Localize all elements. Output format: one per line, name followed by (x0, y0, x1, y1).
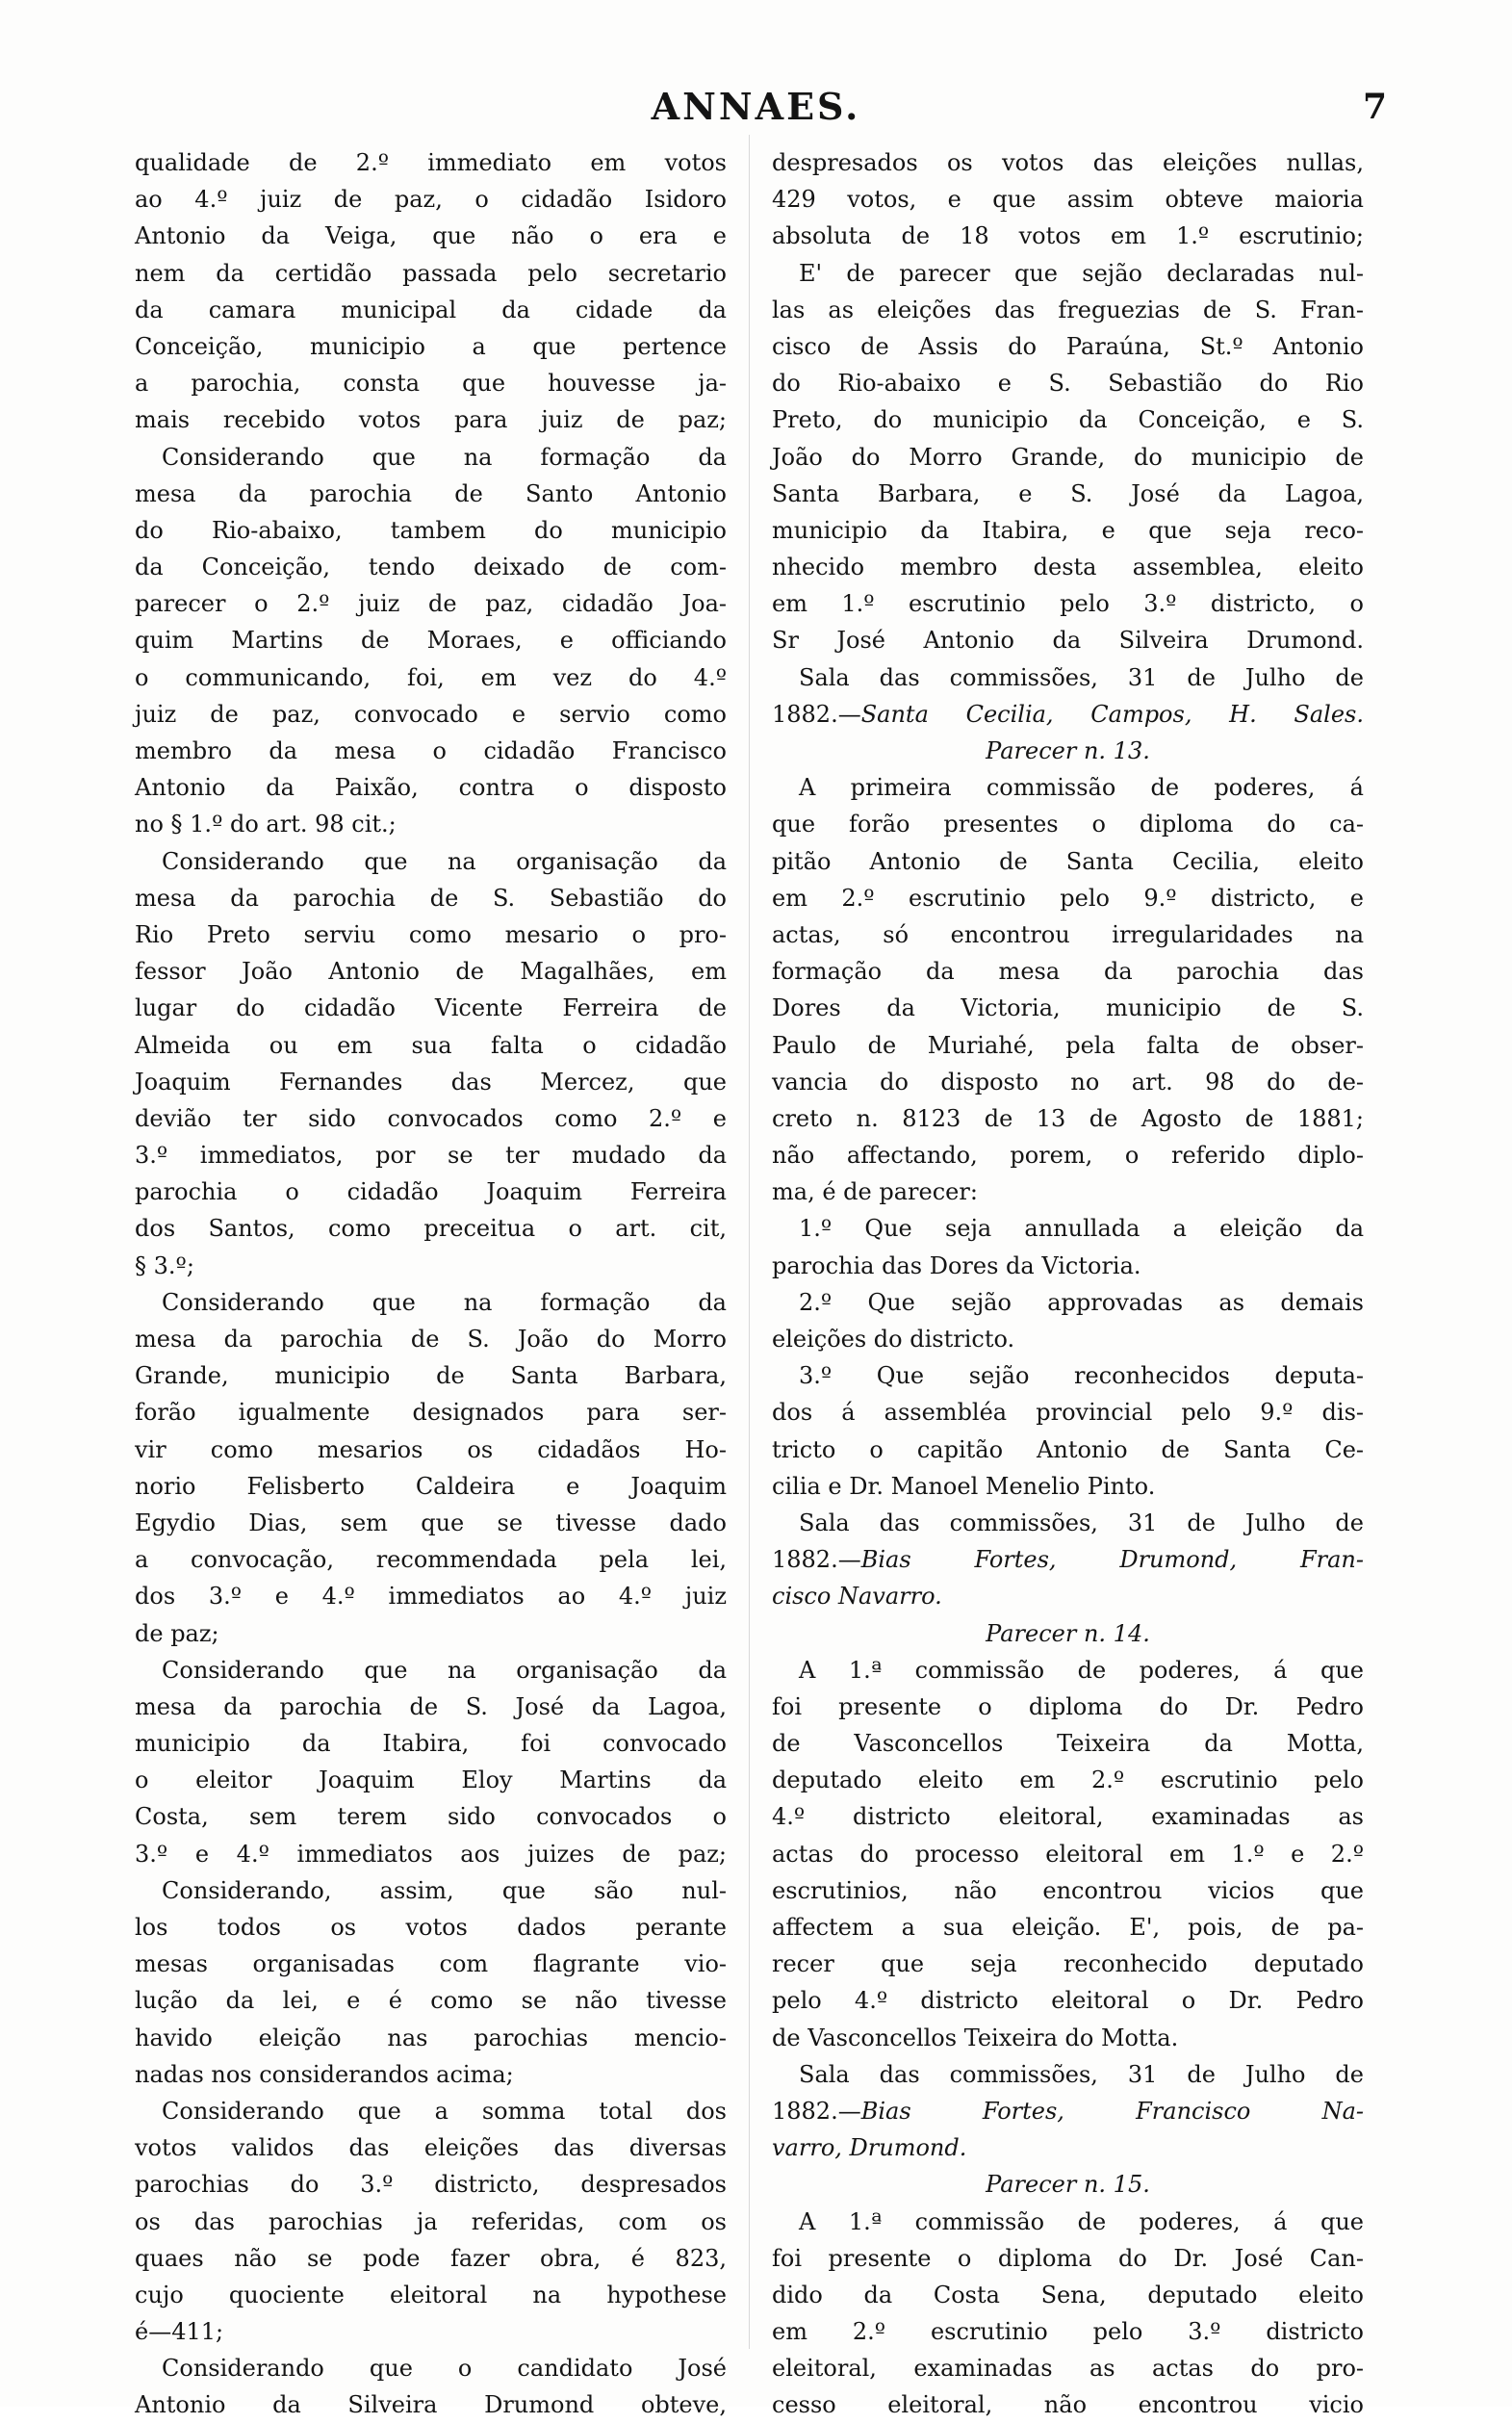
text-line: de paz; (135, 1619, 219, 1647)
text-line: recer que seja reconhecido deputado (772, 1950, 1364, 1978)
text-line: cesso eleitoral, não encontrou vicio (772, 2391, 1364, 2419)
text-line: qualidade de 2.º immediato em votos (135, 149, 727, 176)
text-line: despresados os votos das eleições nullas, (772, 149, 1364, 176)
text-line: cilia e Dr. Manoel Menelio Pinto. (772, 1472, 1156, 1500)
text-line: norio Felisberto Caldeira e Joaquim (135, 1472, 727, 1500)
text-line: Paulo de Muriahé, pela falta de obser- (772, 1031, 1364, 1059)
text-line: mesa da parochia de S. José da Lagoa, (135, 1692, 727, 1720)
text-line: Preto, do municipio da Conceição, e S. (772, 406, 1364, 434)
text-line: Grande, municipio de Santa Barbara, (135, 1362, 727, 1390)
text-line: a convocação, recommendada pela lei, (135, 1546, 727, 1574)
text-line: o communicando, foi, em vez do 4.º (135, 663, 727, 691)
text-line: Parecer n. 14. (986, 1619, 1150, 1647)
text-line: os das parochias ja referidas, com os (135, 2207, 727, 2235)
text-line: actas, só encontrou irregularidades na (772, 920, 1364, 948)
text-line: vir como mesarios os cidadãos Ho- (135, 1435, 727, 1463)
text-line: Almeida ou em sua falta o cidadão (135, 1031, 727, 1059)
text-line: do Rio-abaixo, tambem do municipio (135, 516, 727, 544)
text-line: devião ter sido convocados como 2.º e (135, 1104, 727, 1132)
text-line: juiz de paz, convocado e servio como (135, 700, 727, 728)
text-line: é—411; (135, 2318, 224, 2346)
text-line: nadas nos considerandos acima; (135, 2060, 514, 2088)
text-line: pitão Antonio de Santa Cecilia, eleito (772, 847, 1364, 875)
text-line: quaes não se pode fazer obra, é 823, (135, 2244, 727, 2272)
text-line: Antonio da Silveira Drumond obteve, (135, 2391, 727, 2419)
text-line: Considerando que na organisação da (162, 1656, 727, 1684)
text-line: cisco de Assis do Paraúna, St.º Antonio (772, 332, 1364, 360)
text-line: 2.º Que sejão approvadas as demais (799, 1288, 1364, 1316)
text-line: deputado eleito em 2.º escrutinio pelo (772, 1766, 1364, 1794)
text-line: da Conceição, tendo deixado de com- (135, 554, 727, 581)
text-line: 1.º Que seja annullada a eleição da (799, 1215, 1364, 1243)
text-line: Considerando que o candidato José (162, 2355, 727, 2383)
text-line: Sala das commissões, 31 de Julho de (799, 2060, 1364, 2088)
text-line: Conceição, municipio a que pertence (135, 332, 727, 360)
text-line: 1882.—Santa Cecilia, Campos, H. Sales. (772, 700, 1364, 728)
text-line: foi presente o diploma do Dr. José Can- (772, 2244, 1364, 2272)
text-line: em 2.º escrutinio pelo 9.º districto, e (772, 884, 1364, 912)
text-line: mais recebido votos para juiz de paz; (135, 406, 727, 434)
text-line: votos validos das eleições das diversas (135, 2134, 727, 2162)
text-line: nem da certidão passada pelo secretario (135, 259, 727, 287)
text-line: da camara municipal da cidade da (135, 296, 727, 323)
text-line: quim Martins de Moraes, e officiando (135, 627, 727, 655)
text-line: cisco Navarro. (772, 1583, 942, 1611)
text-line: Sala das commissões, 31 de Julho de (799, 663, 1364, 691)
text-line: 3.º Que sejão reconhecidos deputa- (799, 1362, 1364, 1390)
text-line: fessor João Antonio de Magalhães, em (135, 958, 727, 986)
text-line: Rio Preto serviu como mesario o pro- (135, 920, 727, 948)
text-line: lução da lei, e é como se não tivesse (135, 1987, 727, 2015)
text-line: Santa Barbara, e S. José da Lagoa, (772, 479, 1364, 507)
text-line: mesa da parochia de S. João do Morro (135, 1326, 727, 1353)
text-line: A 1.ª commissão de poderes, á que (799, 1656, 1364, 1684)
text-line: foi presente o diploma do Dr. Pedro (772, 1692, 1364, 1720)
text-line: 1882.—Bias Fortes, Drumond, Fran- (772, 1546, 1364, 1574)
text-line: ma, é de parecer: (772, 1178, 978, 1206)
text-line: cujo quociente eleitoral na hypothese (135, 2281, 727, 2308)
text-line: em 2.º escrutinio pelo 3.º districto (772, 2318, 1364, 2346)
text-line: parochias do 3.º districto, despresados (135, 2171, 727, 2199)
text-line: 3.º e 4.º immediatos aos juizes de paz; (135, 1840, 727, 1868)
text-line: João do Morro Grande, do municipio de (772, 443, 1364, 471)
text-line: municipio da Itabira, e que seja reco- (772, 516, 1364, 544)
text-line: parecer o 2.º juiz de paz, cidadão Joa- (135, 590, 727, 618)
text-line: A primeira commissão de poderes, á (799, 774, 1364, 802)
text-line: Antonio da Veiga, que não o era e (135, 222, 727, 250)
right-column (772, 144, 1364, 2419)
text-line: eleições do districto. (772, 1326, 1015, 1353)
text-line: varro, Drumond. (772, 2134, 967, 2162)
text-line: mesa da parochia de Santo Antonio (135, 479, 727, 507)
text-line: 4.º districto eleitoral, examinadas as (772, 1803, 1364, 1831)
text-line: formação da mesa da parochia das (772, 958, 1364, 986)
text-line: Dores da Victoria, municipio de S. (772, 994, 1364, 1022)
text-line: affectem a sua eleição. E', pois, de pa- (772, 1914, 1364, 1941)
text-line: escrutinios, não encontrou vicios que (772, 1876, 1364, 1904)
text-line: de Vasconcellos Teixeira da Motta, (772, 1730, 1364, 1758)
text-line: municipio da Itabira, foi convocado (135, 1730, 727, 1758)
text-line: vancia do disposto no art. 98 do de- (772, 1068, 1364, 1096)
text-line: parochia das Dores da Victoria. (772, 1251, 1141, 1279)
text-line: § 3.º; (135, 1251, 194, 1279)
text-line: parochia o cidadão Joaquim Ferreira (135, 1178, 727, 1206)
text-line: Egydio Dias, sem que se tivesse dado (135, 1509, 727, 1536)
text-line: Costa, sem terem sido convocados o (135, 1803, 727, 1831)
text-line: do Rio-abaixo e S. Sebastião do Rio (772, 370, 1364, 398)
column-divider (749, 135, 750, 2349)
text-line: lugar do cidadão Vicente Ferreira de (135, 994, 727, 1022)
text-line: A 1.ª commissão de poderes, á que (799, 2207, 1364, 2235)
text-line: Sala das commissões, 31 de Julho de (799, 1509, 1364, 1536)
text-line: ao 4.º juiz de paz, o cidadão Isidoro (135, 186, 727, 214)
text-line: 1882.—Bias Fortes, Francisco Na- (772, 2097, 1364, 2125)
running-title: ANNAES. (651, 85, 861, 128)
text-line: 429 votos, e que assim obteve maioria (772, 186, 1364, 214)
text-line: Parecer n. 15. (986, 2171, 1150, 2199)
text-line: o eleitor Joaquim Eloy Martins da (135, 1766, 727, 1794)
text-line: havido eleição nas parochias mencio- (135, 2024, 727, 2051)
text-line: creto n. 8123 de 13 de Agosto de 1881; (772, 1104, 1364, 1132)
text-line: não affectando, porem, o referido diplo- (772, 1142, 1364, 1170)
text-line: pelo 4.º districto eleitoral o Dr. Pedro (772, 1987, 1364, 2015)
text-line: mesa da parochia de S. Sebastião do (135, 884, 727, 912)
text-line: 3.º immediatos, por se ter mudado da (135, 1142, 727, 1170)
text-line: dido da Costa Sena, deputado eleito (772, 2281, 1364, 2308)
page-header (0, 85, 1512, 133)
text-line: Considerando, assim, que são nul- (162, 1876, 727, 1904)
left-column (135, 144, 727, 2419)
text-line: eleitoral, examinadas as actas do pro- (772, 2355, 1364, 2383)
text-line: Joaquim Fernandes das Mercez, que (135, 1068, 727, 1096)
text-line: a parochia, consta que houvesse ja- (135, 370, 727, 398)
text-line: Antonio da Paixão, contra o disposto (135, 774, 727, 802)
text-line: dos Santos, como preceitua o art. cit, (135, 1215, 727, 1243)
text-line: Considerando que na organisação da (162, 847, 727, 875)
text-line: Considerando que a somma total dos (162, 2097, 727, 2125)
text-line: mesas organisadas com flagrante vio- (135, 1950, 727, 1978)
text-line: dos 3.º e 4.º immediatos ao 4.º juiz (135, 1583, 727, 1611)
text-line: los todos os votos dados perante (135, 1914, 727, 1941)
text-line: membro da mesa o cidadão Francisco (135, 737, 727, 764)
text-line: Sr José Antonio da Silveira Drumond. (772, 627, 1364, 655)
text-line: nhecido membro desta assemblea, eleito (772, 554, 1364, 581)
text-line: las as eleições das freguezias de S. Fran- (772, 296, 1364, 323)
text-line: forão igualmente designados para ser- (135, 1399, 727, 1427)
text-line: Considerando que na formação da (162, 443, 727, 471)
text-line: absoluta de 18 votos em 1.º escrutinio; (772, 222, 1364, 250)
text-line: de Vasconcellos Teixeira do Motta. (772, 2024, 1179, 2051)
text-line: E' de parecer que sejão declaradas nul- (799, 259, 1364, 287)
text-line: que forão presentes o diploma do ca- (772, 811, 1364, 838)
text-line: no § 1.º do art. 98 cit.; (135, 811, 397, 838)
page-number: 7 (1362, 87, 1387, 127)
text-line: Considerando que na formação da (162, 1288, 727, 1316)
text-line: em 1.º escrutinio pelo 3.º districto, o (772, 590, 1364, 618)
text-line: Parecer n. 13. (986, 737, 1150, 764)
text-line: actas do processo eleitoral em 1.º e 2.º (772, 1840, 1364, 1868)
text-line: dos á assembléa provincial pelo 9.º dis- (772, 1399, 1364, 1427)
text-line: tricto o capitão Antonio de Santa Ce- (772, 1435, 1364, 1463)
